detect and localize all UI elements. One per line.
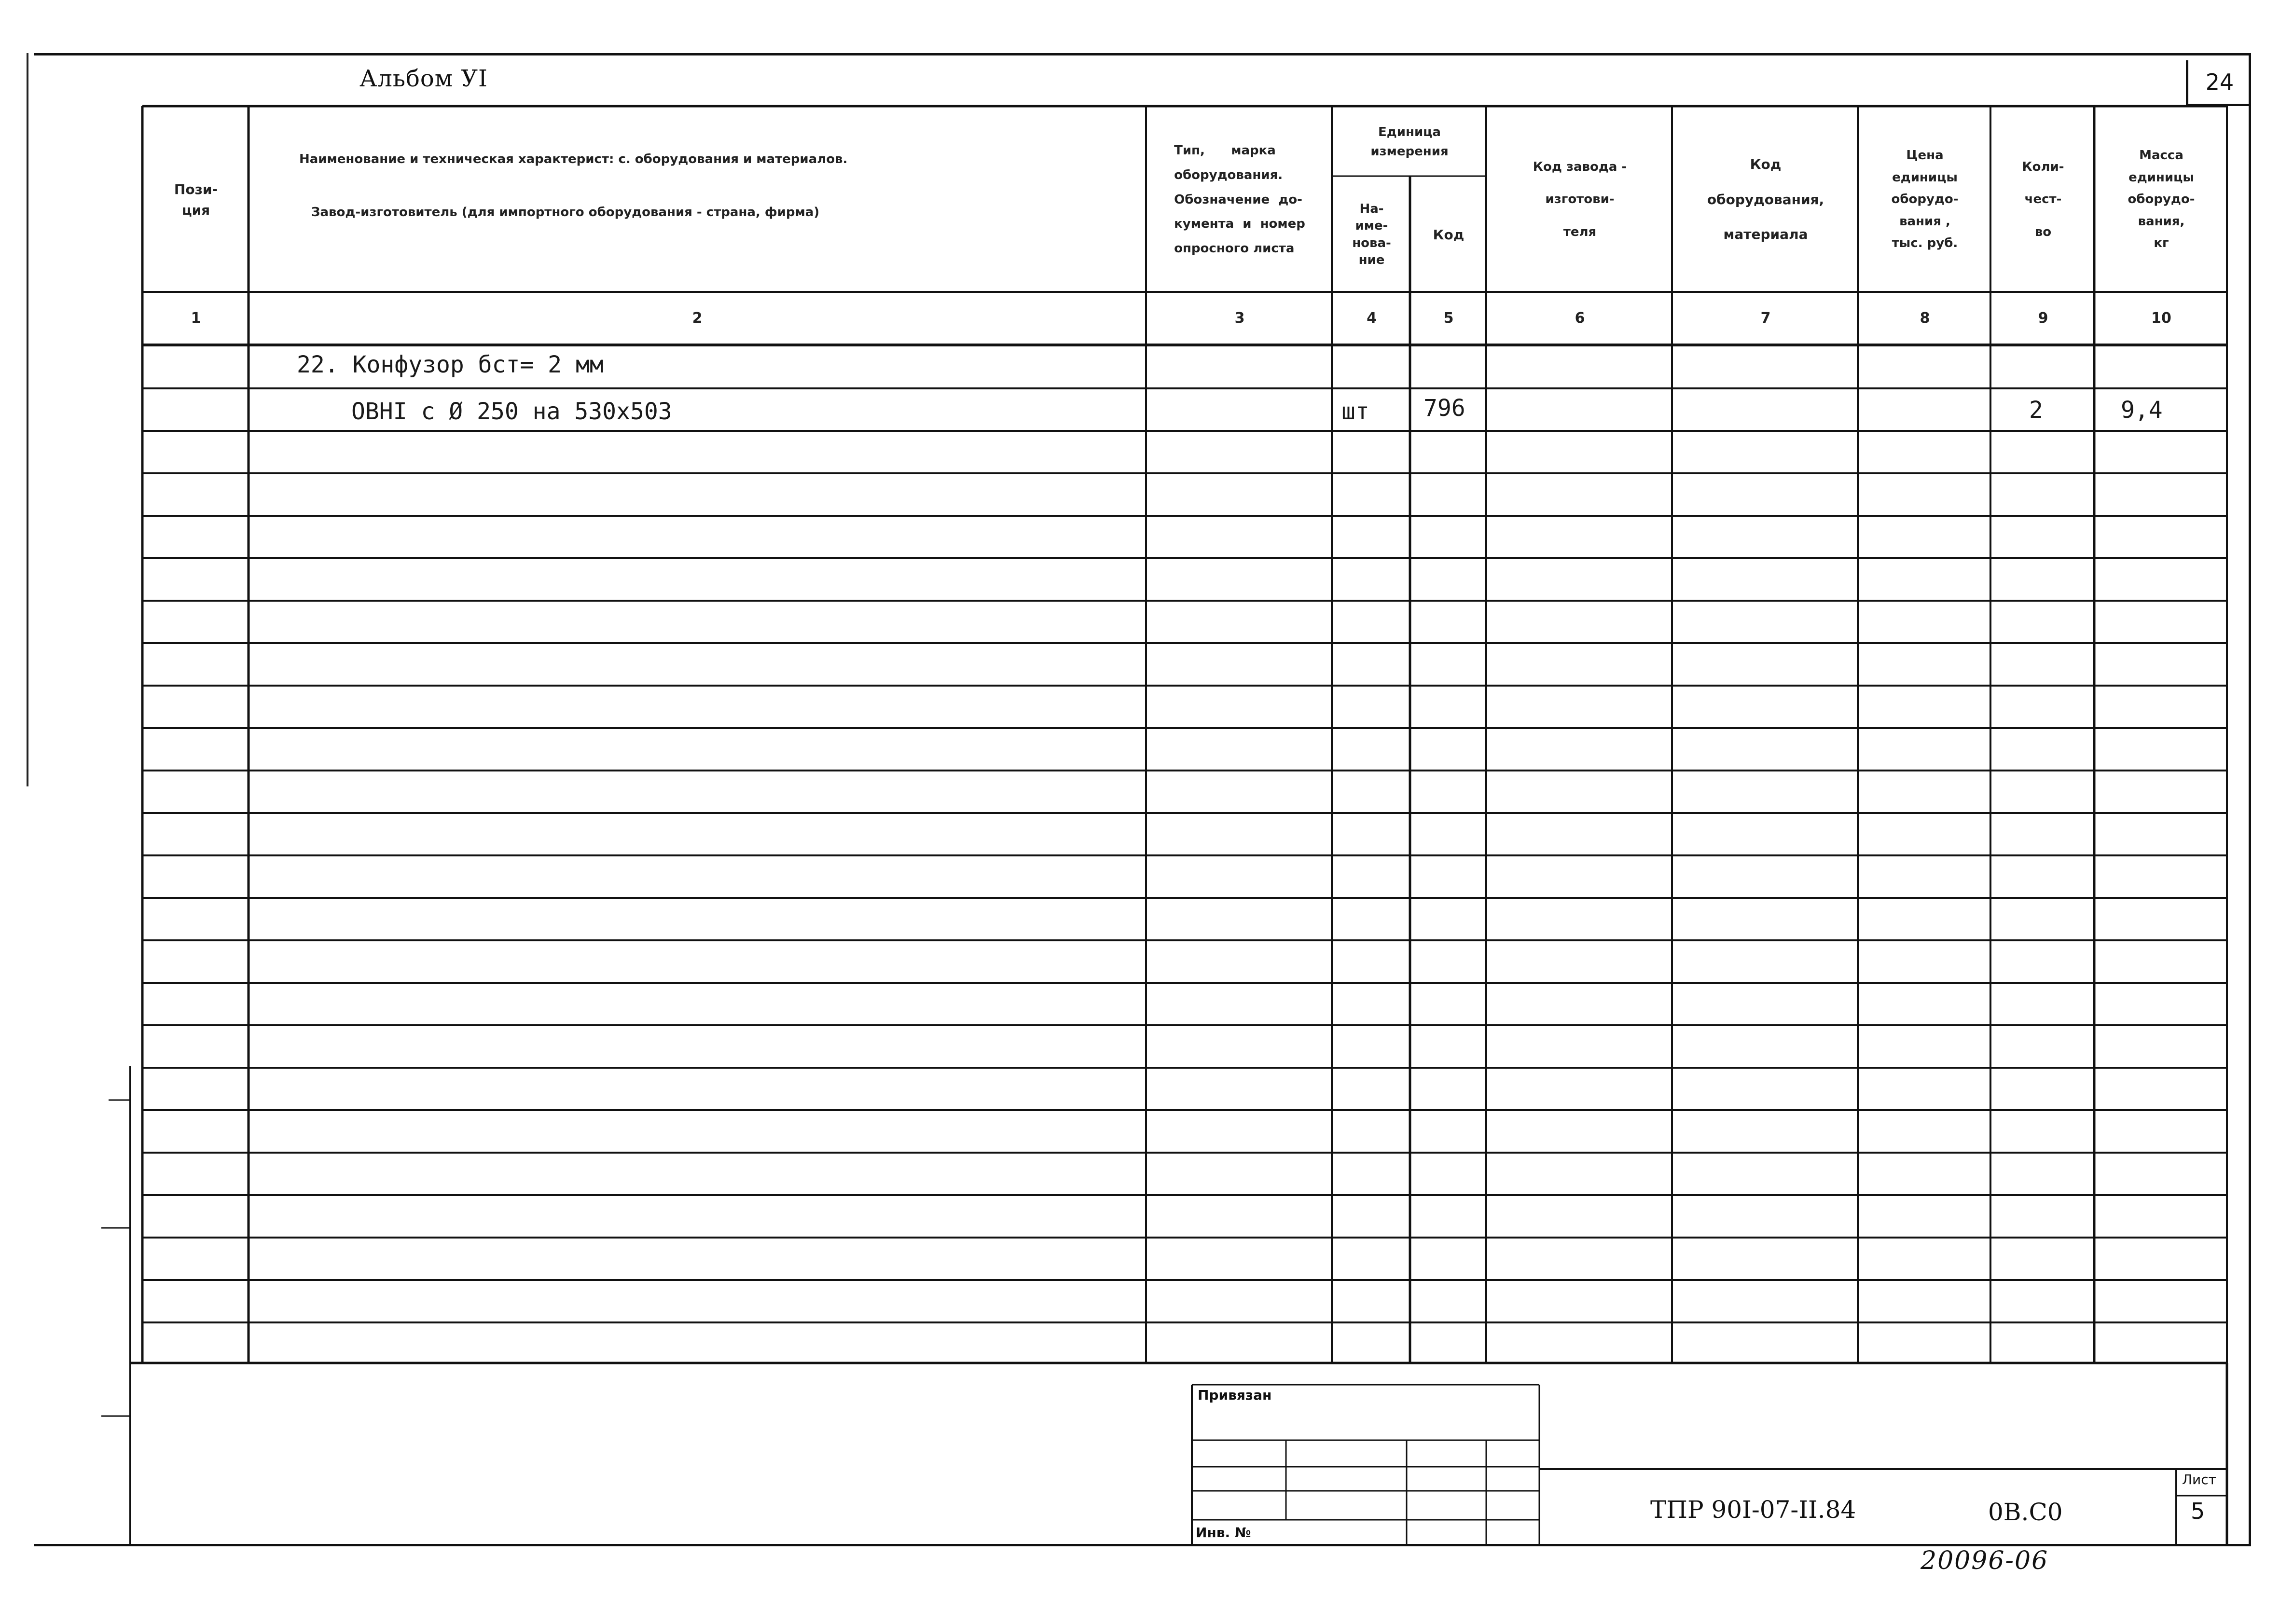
handwritten-archive-number: 20096-06 bbox=[1921, 1546, 2049, 1575]
column-number: 6 bbox=[1575, 309, 1585, 327]
header-price: Цена единицы оборудо- вания , тыс. руб. bbox=[1891, 148, 1959, 251]
column-number: 10 bbox=[2151, 309, 2171, 327]
column-number: 8 bbox=[1920, 309, 1930, 327]
header-type-brand: Тип, марка оборудования. Обозначение до- кумента и номер опросного листа bbox=[1174, 143, 1305, 256]
document-code: ТПР 90I-07-II.84 bbox=[1650, 1496, 1856, 1524]
header-unit-name: На- име- нова- ние bbox=[1352, 202, 1391, 267]
header-name-line2: Завод-изготовитель (для импортного оборудования - страна, фирма) bbox=[311, 205, 820, 220]
column-number: 4 bbox=[1367, 309, 1377, 327]
header-manufacturer-code: Код завода - изготови- теля bbox=[1533, 159, 1627, 239]
page-number: 24 bbox=[2186, 60, 2251, 106]
column-number: 2 bbox=[692, 309, 703, 327]
header-unit-code: Код bbox=[1433, 226, 1465, 243]
sheet-label: Лист bbox=[2182, 1472, 2216, 1487]
item-name-line1: 22. Конфузор бст= 2 мм bbox=[297, 351, 604, 378]
sheet-number: 5 bbox=[2191, 1498, 2205, 1524]
sheet-code: 0В.С0 bbox=[1988, 1498, 2063, 1526]
column-number: 5 bbox=[1443, 309, 1454, 327]
inventory-number-label: Инв. № bbox=[1196, 1525, 1251, 1541]
bound-label: Привязан bbox=[1198, 1387, 1272, 1403]
album-title: Альбом УI bbox=[359, 65, 488, 92]
header-unit-group: Единица измерения bbox=[1370, 124, 1449, 159]
item-quantity: 2 bbox=[2029, 397, 2043, 424]
item-unit-code: 796 bbox=[1423, 395, 1465, 422]
header-name-line1: Наименование и техническая характерист: с. оборудования и материалов. bbox=[299, 151, 848, 166]
column-number: 9 bbox=[2038, 309, 2048, 327]
column-number: 3 bbox=[1234, 309, 1245, 327]
column-number: 7 bbox=[1760, 309, 1771, 327]
item-name-line2: ОВНI с Ø 250 на 530х503 bbox=[351, 398, 672, 425]
header-quantity: Коли- чест- во bbox=[2022, 159, 2064, 239]
header-position: Пози- ция bbox=[174, 181, 218, 218]
header-mass: Масса единицы оборудо- вания, кг bbox=[2128, 148, 2195, 251]
column-number: 1 bbox=[191, 309, 201, 327]
item-mass: 9,4 bbox=[2121, 397, 2163, 424]
header-equipment-code: Код оборудования, материала bbox=[1707, 156, 1824, 243]
item-unit-name: шт bbox=[1341, 398, 1369, 425]
